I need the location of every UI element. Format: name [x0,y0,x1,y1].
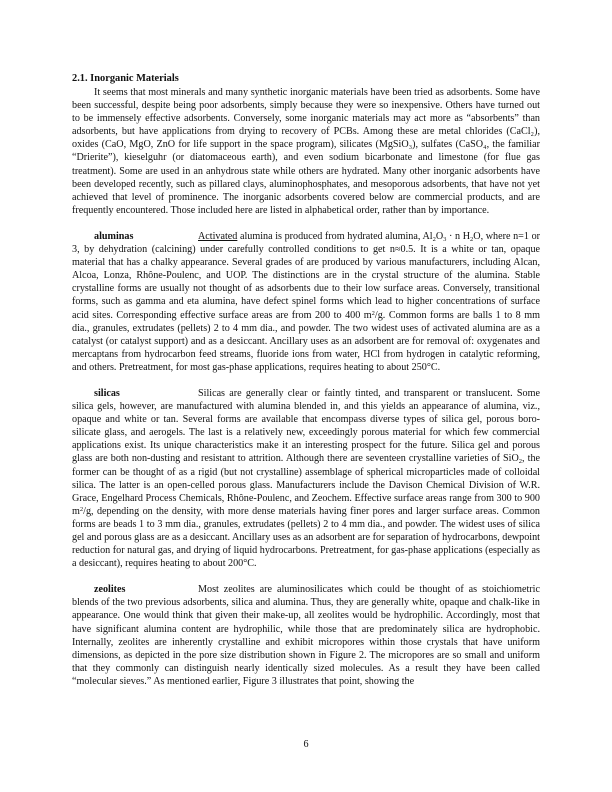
page-number: 6 [303,739,309,750]
aluminas-text-c: · n H [446,230,471,242]
aluminas-text-a: alumina is produced from hydrated alumina, Al [237,230,433,242]
aluminas-sup-2: 2 [371,309,375,317]
aluminas-paragraph [72,230,540,374]
spacer [72,570,540,583]
section-heading: 2.1. Inorganic Materials [72,73,179,84]
spacer [72,374,540,387]
intro-paragraph: It seems that most minerals and many synthetic inorganic materials have been tried as adsorbents. Some have been successful, despite being poor adsorbents, simply because they were so inexpensive. Others have turned out to be immensely effective adsorbents. Conversely, some inorganic materials may act more as “absorbents” than adsorbents, but have applications from drying to recovery of PCBs. Among these are metal chlorides (CaCl₂), oxides (CaO, MgO, ZnO for life support in the space program), silicates (MgSiO₃), sulfates (CaSO₄, the familiar “Drierite”), kieselguhr (or diatomaceous earth), and even sodium bicarbonate and limestone (for flue gas treatment). Some are used in an anhydrous state while others are hydrated. Many other inorganic adsorbents have been developed recently, such as pillared clays, aluminophosphates, and mesoporous adsorbents, that have not yet achieved that level of prominence. The inorganic adsorbents covered below are commercial products, and are frequently encountered. Those included here are listed in alphabetical order, rather than by importance. [72,87,540,216]
aluminas-text-e: /g. Common forms are balls 1 to 8 mm dia., granules, extrudates (pellets) 2 to 4 mm dia., and powder. The two widest uses of activated alumina are as a catalyst (or catalyst support) and as a desiccant. Ancillary uses as an adsorbent are for removal of: oxygenates and mercaptans from hydrocarbon feed streams, fluoride ions from water, HCl from hydrogen in catalytic reforming, and others. Pretreatment, for most gas-phase applications, requires heating to about 250°C. [72,309,540,373]
aluminas-sub-3: 3 [443,235,447,243]
silicas-sub-2: 2 [518,458,523,466]
zeolites-paragraph [72,583,540,688]
aluminas-term: aluminas [94,230,134,242]
silicas-text-b: , the former can be thought of as a rigid (but not crystalline) assemblage of spherical microparticles made of colloidal silica. The latter is an open-celled porous glass. Manufacturers include the Davison Chemical Division of W.R. Grace, Engelhard Process Chemicals, Rhône-Poulenc, and Zeochem. Effective surface areas range from 300 to 900 m [72,453,541,517]
silicas-text-a: Silicas are generally clear or faintly tinted, and transparent or translucent. Some silica gels, however, are manufactured with alumina blended in, and this yields an appearance of alumina, viz., opaque and white or tan. Several forms are available that encompass diverse types of silica gel, porous boro-silicate glass, and aerogels. The last is a relatively new, exceedingly porous material for which few commercial applications exist. Its unique characteristics make it an interesting prospect for the future. Silica gel and porous glass are both non-dusting and resistant to attrition. Although there are seventeen crystalline varieties of SiO [72,387,540,465]
aluminas-sub-h2: 2 [470,235,474,243]
aluminas-text-b: O [435,230,444,242]
activated-underlined: Activated [198,230,238,242]
silicas-paragraph [72,387,540,570]
zeolites-text: Most zeolites are aluminosilicates which could be thought of as stoichiometric blends of the two previous adsorbents, silica and alumina. Thus, they are generally white, opaque and chalk-like in appearance. One would think that given their make-up, all zeolites would be hydrophilic. Accordingly, most that have significant alumina content are hydrophilic, while those that are predominately silica are hydrophobic. Internally, zeolites are inherently crystalline and exhibit micropores within those crystals that have uniform dimensions, as depicted in the pore size distribution shown in Figure 2. The micropores are so small and uniform that they commonly can distinguish nearly identically sized molecules. As a result they have been called “molecular sieves.” As mentioned earlier, Figure 3 illustrates that point, showing the [72,584,540,687]
document-page [72,72,540,688]
zeolites-term: zeolites [94,584,126,596]
silicas-text-c: /g, depending on the density, with more dense materials having finer pores and larger surface areas. Common forms are beads 1 to 3 mm dia., granules, extrudates (pellets) 2 to 4 mm dia., and powder. The widest uses of silica gel and porous glass are as a desiccant. Ancillary uses as an adsorbent are for separation of hydrocarbons, dewpoint reduction for natural gas, and drying of liquid hydrocarbons. Pretreatment, for gas-phase applications (especially as a desiccant), requires heating to about 200°C. [72,505,540,570]
silicas-sup-2: 2 [79,505,84,513]
aluminas-text-d: O, where n=1 or 3, by dehydration (calcining) under carefully controlled conditions to get n≈0.5. It is a white or tan, opaque material that has a chalky appearance. Several grades of are produced by various manufacturers, including Alcan, Alcoa, Lonza, Rhône-Poulenc, and UOP. The distinctions are in the crystal structure of the alumina. Stable crystalline forms are usually not thought of as adsorbents due to their low surface areas. Conversely, transitional forms, such as gamma and eta alumina, have defect spinel forms which lead to higher concentrations of surface acid sites. Corresponding effective surface areas are from 200 to 400 m [72,230,540,321]
silicas-term: silicas [94,387,120,399]
aluminas-sub-2: 2 [432,235,436,243]
spacer [72,217,540,230]
